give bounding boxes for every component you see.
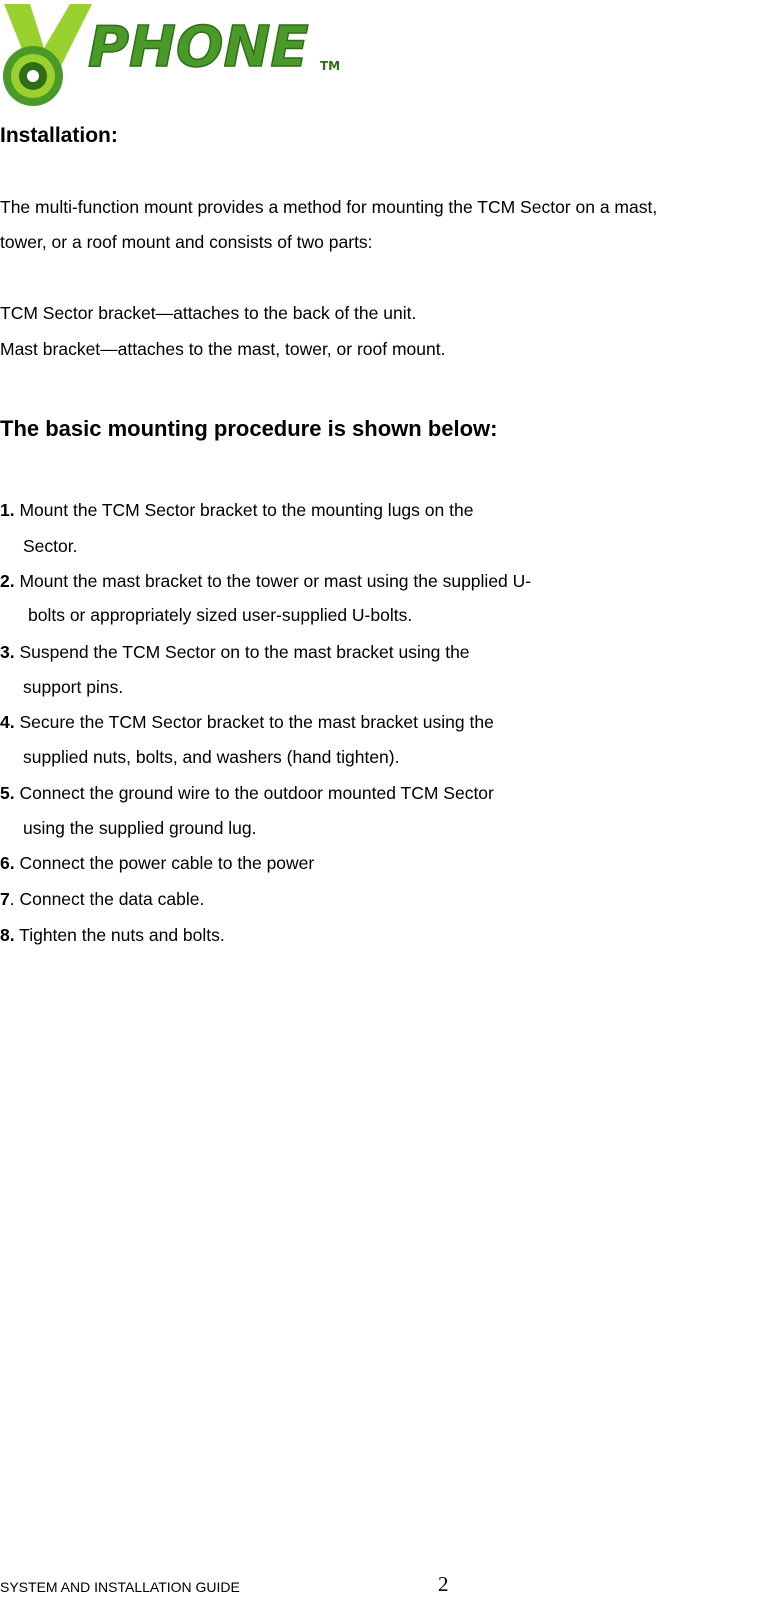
logo-trademark: TM: [320, 59, 341, 73]
step-7: [0, 889, 204, 910]
step-number: 4.: [0, 712, 15, 732]
step-number: 3.: [0, 642, 15, 662]
step-4-continued: supplied nuts, bolts, and washers (hand tighten).: [23, 747, 400, 767]
page-number: 2: [438, 1572, 449, 1596]
step-text: Connect the data cable.: [14, 889, 205, 909]
step-text: Connect the power cable to the power: [14, 853, 315, 873]
procedure-heading: The basic mounting procedure is shown below:: [0, 416, 498, 441]
step-3-continued: support pins.: [23, 677, 124, 697]
step-3: [0, 642, 470, 663]
step-text: Suspend the TCM Sector on to the mast bracket using the: [14, 642, 470, 662]
step-text: Connect the ground wire to the outdoor mounted TCM Sector: [14, 783, 494, 803]
page-title: Installation:: [0, 124, 118, 147]
step-number: 8.: [0, 925, 15, 945]
step-text: Mount the mast bracket to the tower or mast using the supplied U-: [14, 571, 532, 591]
step-text: Mount the TCM Sector bracket to the mounting lugs on the: [14, 500, 474, 520]
intro-line-2: tower, or a roof mount and consists of two parts:: [0, 232, 373, 252]
step-1-continued: Sector.: [23, 536, 78, 556]
step-number: 1.: [0, 500, 15, 520]
step-1: [0, 500, 473, 521]
logo-ring-center: [27, 70, 39, 82]
part-mast-bracket: Mast bracket—attaches to the mast, tower, or roof mount.: [0, 339, 446, 359]
vphone-logo-graphic: [0, 0, 360, 116]
logo-wordmark: PHONE: [88, 15, 309, 80]
step-5: [0, 783, 494, 804]
step-8: [0, 925, 225, 946]
step-number: 2.: [0, 571, 15, 591]
step-4: [0, 712, 494, 733]
step-5-continued: using the supplied ground lug.: [23, 818, 257, 838]
footer-guide-title: SYSTEM AND INSTALLATION GUIDE: [0, 1579, 240, 1595]
step-number-suffix: .: [9, 889, 15, 909]
step-6: [0, 853, 314, 874]
vphone-logo: [0, 0, 360, 116]
step-2-continued: bolts or appropriately sized user-supplied U-bolts.: [28, 605, 413, 625]
intro-line-1: The multi-function mount provides a method for mounting the TCM Sector on a mast,: [0, 197, 658, 217]
step-number: 6.: [0, 853, 15, 873]
step-number: 7: [0, 889, 10, 909]
step-2: [0, 571, 531, 592]
part-tcm-bracket: TCM Sector bracket—attaches to the back of the unit.: [0, 303, 417, 323]
step-number: 5.: [0, 783, 15, 803]
step-text: Secure the TCM Sector bracket to the mast bracket using the: [14, 712, 494, 732]
step-text: Tighten the nuts and bolts.: [14, 925, 225, 945]
